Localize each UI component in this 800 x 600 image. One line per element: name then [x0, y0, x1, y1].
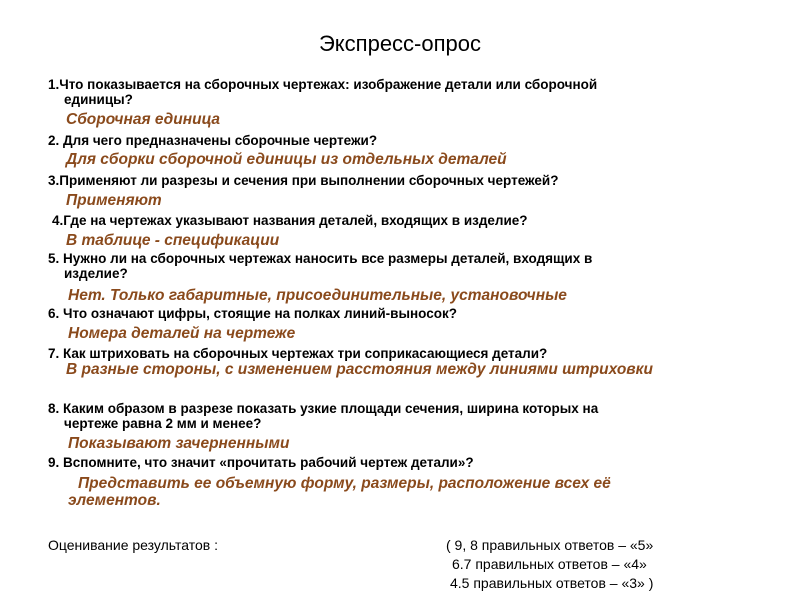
grading-line-3: 4.5 правильных ответов – «3» )	[450, 575, 654, 591]
question-9: 9. Вспомните, что значит «прочитать рабочий чертеж детали»?	[48, 455, 474, 470]
answer-1: Сборочная единица	[66, 111, 220, 128]
question-5-line-1: 5. Нужно ли на сборочных чертежах наносить все размеры деталей, входящих в	[48, 251, 593, 266]
question-4: 4.Где на чертежах указывают названия деталей, входящих в изделие?	[52, 213, 528, 228]
grading-line-1: ( 9, 8 правильных ответов – «5»	[446, 537, 654, 553]
answer-7: В разные стороны, с изменением расстояния между линиями штриховки	[66, 361, 653, 378]
question-8-line-2: чертеже равна 2 мм и менее?	[64, 416, 262, 431]
answer-6: Номера деталей на чертеже	[68, 325, 296, 342]
grading-label: Оценивание результатов :	[48, 537, 218, 553]
answer-8: Показывают зачерненными	[68, 435, 290, 452]
question-2: 2. Для чего предназначены сборочные чертежи?	[48, 133, 378, 148]
question-1-line-2: единицы?	[64, 92, 133, 107]
answer-9	[68, 475, 611, 509]
answer-9-line-1: Представить ее объемную форму, размеры, расположение всех её	[78, 475, 611, 492]
question-8	[48, 401, 598, 431]
question-3: 3.Применяют ли разрезы и сечения при выполнении сборочных чертежей?	[48, 173, 559, 188]
question-1-line-1: 1.Что показывается на сборочных чертежах: изображение детали или сборочной	[48, 77, 598, 92]
question-5-line-2: изделие?	[64, 266, 128, 281]
question-7: 7. Как штриховать на сборочных чертежах три соприкасающиеся детали?	[48, 346, 548, 361]
answer-2: Для сборки сборочной единицы из отдельных деталей	[66, 151, 507, 168]
question-1	[48, 77, 597, 107]
answer-3: Применяют	[66, 192, 162, 209]
answer-9-line-2: элементов.	[68, 492, 161, 509]
question-5	[48, 251, 592, 281]
question-8-line-1: 8. Каким образом в разрезе показать узкие площади сечения, ширина которых на	[48, 401, 599, 416]
question-6: 6. Что означают цифры, стоящие на полках линий-выносок?	[48, 306, 457, 321]
grading-line-2: 6.7 правильных ответов – «4»	[452, 556, 647, 572]
answer-5: Нет. Только габаритные, присоединительные, установочные	[68, 287, 567, 304]
slide-title: Экспресс-опрос	[318, 31, 481, 56]
answer-4: В таблице - спецификации	[66, 232, 280, 249]
